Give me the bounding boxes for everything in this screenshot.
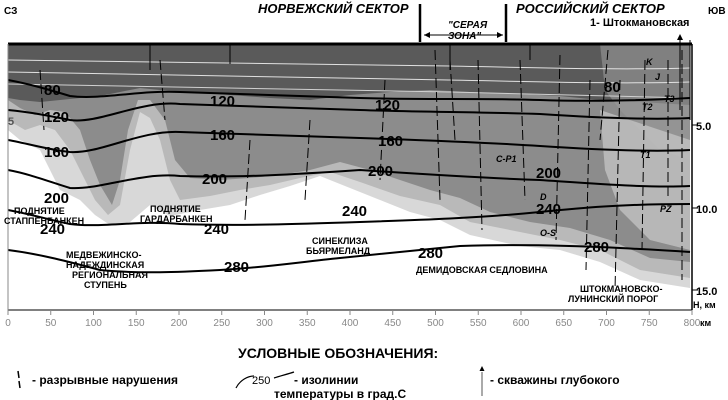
norwegian-sector-title: НОРВЕЖСКИЙ СЕКТОР (258, 1, 409, 16)
svg-text:O-S: O-S (540, 228, 557, 238)
svg-text:- изолинии: - изолинии (294, 373, 359, 387)
svg-text:200: 200 (44, 190, 70, 207)
svg-text:K: K (646, 57, 653, 67)
svg-text:- разрывные нарушения: - разрывные нарушения (32, 373, 178, 387)
fault-symbol-icon (18, 371, 19, 378)
svg-text:120: 120 (210, 93, 236, 110)
x-tick-label: 50 (45, 318, 57, 329)
svg-text:ШТОКМАНОВСКО-: ШТОКМАНОВСКО- (580, 284, 663, 294)
svg-text:РЕГИОНАЛЬНАЯ: РЕГИОНАЛЬНАЯ (72, 270, 148, 280)
svg-text:80: 80 (44, 82, 61, 99)
distance-axis (5, 310, 711, 329)
svg-text:PZ: PZ (660, 204, 672, 214)
x-unit-label: км (700, 318, 712, 328)
x-tick-label: 450 (384, 318, 402, 329)
svg-text:МЕДВЕЖИНСКО-: МЕДВЕЖИНСКО- (66, 250, 142, 260)
well-1-arrow-icon (677, 34, 683, 40)
x-tick-label: 100 (85, 318, 102, 329)
legend-iso-value: 250 (252, 375, 271, 387)
svg-text:160: 160 (378, 133, 404, 150)
depth-tick-5: 5.0 (696, 121, 712, 133)
x-tick-label: 800 (683, 318, 701, 329)
svg-text:80: 80 (604, 79, 621, 96)
svg-text:ДЕМИДОВСКАЯ СЕДЛОВИНА: ДЕМИДОВСКАЯ СЕДЛОВИНА (416, 265, 548, 275)
x-tick-label: 0 (5, 318, 11, 329)
svg-text:C-P1: C-P1 (496, 154, 517, 164)
svg-text:280: 280 (584, 239, 610, 256)
depth-tick-15: 15.0 (696, 286, 718, 298)
depth-tick-10: 10.0 (696, 204, 718, 216)
svg-text:240: 240 (204, 221, 230, 238)
svg-text:T3: T3 (664, 94, 675, 104)
svg-text:D: D (540, 192, 547, 202)
x-tick-label: 150 (127, 318, 145, 329)
se-label: ЮВ (708, 6, 726, 17)
legend-faults (18, 371, 178, 388)
svg-text:СТАППЕНБАНКЕН: СТАППЕНБАНКЕН (4, 216, 85, 226)
svg-text:120: 120 (44, 109, 70, 126)
gray-zone-line2: ЗОНА" (448, 31, 482, 42)
legend-wells (480, 366, 620, 396)
svg-text:280: 280 (418, 245, 444, 262)
x-tick-label: 650 (555, 318, 573, 329)
svg-text:температуры в град.С: температуры в град.С (274, 387, 407, 400)
svg-text:240: 240 (40, 221, 66, 238)
x-tick-label: 200 (170, 318, 188, 329)
svg-text:120: 120 (375, 97, 401, 114)
svg-text:200: 200 (368, 163, 394, 180)
svg-text:ПОДНЯТИЕ: ПОДНЯТИЕ (14, 206, 65, 216)
svg-text:280: 280 (224, 259, 250, 276)
depth-unit: Н, км (693, 300, 716, 310)
russian-sector-title: РОССИЙСКИЙ СЕКТОР (516, 1, 665, 16)
svg-text:НАДЕЖДИНСКАЯ: НАДЕЖДИНСКАЯ (66, 260, 145, 270)
legend-isotherms (236, 372, 406, 400)
x-tick-label: 250 (213, 318, 231, 329)
svg-text:160: 160 (210, 127, 236, 144)
left-depth-5: 5 (8, 116, 15, 128)
x-tick-label: 550 (469, 318, 487, 329)
x-tick-label: 600 (512, 318, 530, 329)
x-tick-label: 400 (341, 318, 359, 329)
nw-label: СЗ (4, 6, 18, 17)
legend-title: УСЛОВНЫЕ ОБОЗНАЧЕНИЯ: (238, 345, 439, 361)
svg-text:T1: T1 (640, 150, 651, 160)
svg-text:ЛУНИНСКИЙ ПОРОГ: ЛУНИНСКИЙ ПОРОГ (568, 294, 659, 304)
x-tick-label: 700 (598, 318, 615, 329)
x-tick-label: 500 (427, 318, 444, 329)
depth-axis (692, 121, 717, 310)
svg-text:240: 240 (342, 203, 368, 220)
svg-text:- скважины глубокого: - скважины глубокого (490, 373, 620, 387)
gray-zone-line1: "СЕРАЯ (448, 20, 488, 31)
svg-text:СИНЕКЛИЗА: СИНЕКЛИЗА (312, 236, 368, 246)
well-label: 1- Штокмановская (590, 17, 690, 29)
svg-text:T2: T2 (642, 102, 653, 112)
svg-text:СТУПЕНЬ: СТУПЕНЬ (84, 280, 127, 290)
svg-text:ГАРДАРБАНКЕН: ГАРДАРБАНКЕН (140, 214, 213, 224)
svg-text:160: 160 (44, 144, 70, 161)
svg-text:БЬЯРМЕЛАНД: БЬЯРМЕЛАНД (306, 246, 371, 256)
svg-text:200: 200 (536, 165, 562, 182)
svg-text:ПОДНЯТИЕ: ПОДНЯТИЕ (150, 204, 201, 214)
x-tick-label: 300 (256, 318, 273, 329)
svg-text:200: 200 (202, 171, 228, 188)
x-tick-label: 750 (640, 318, 658, 329)
x-tick-label: 350 (298, 318, 316, 329)
svg-text:240: 240 (536, 201, 562, 218)
svg-text:J: J (655, 72, 661, 82)
